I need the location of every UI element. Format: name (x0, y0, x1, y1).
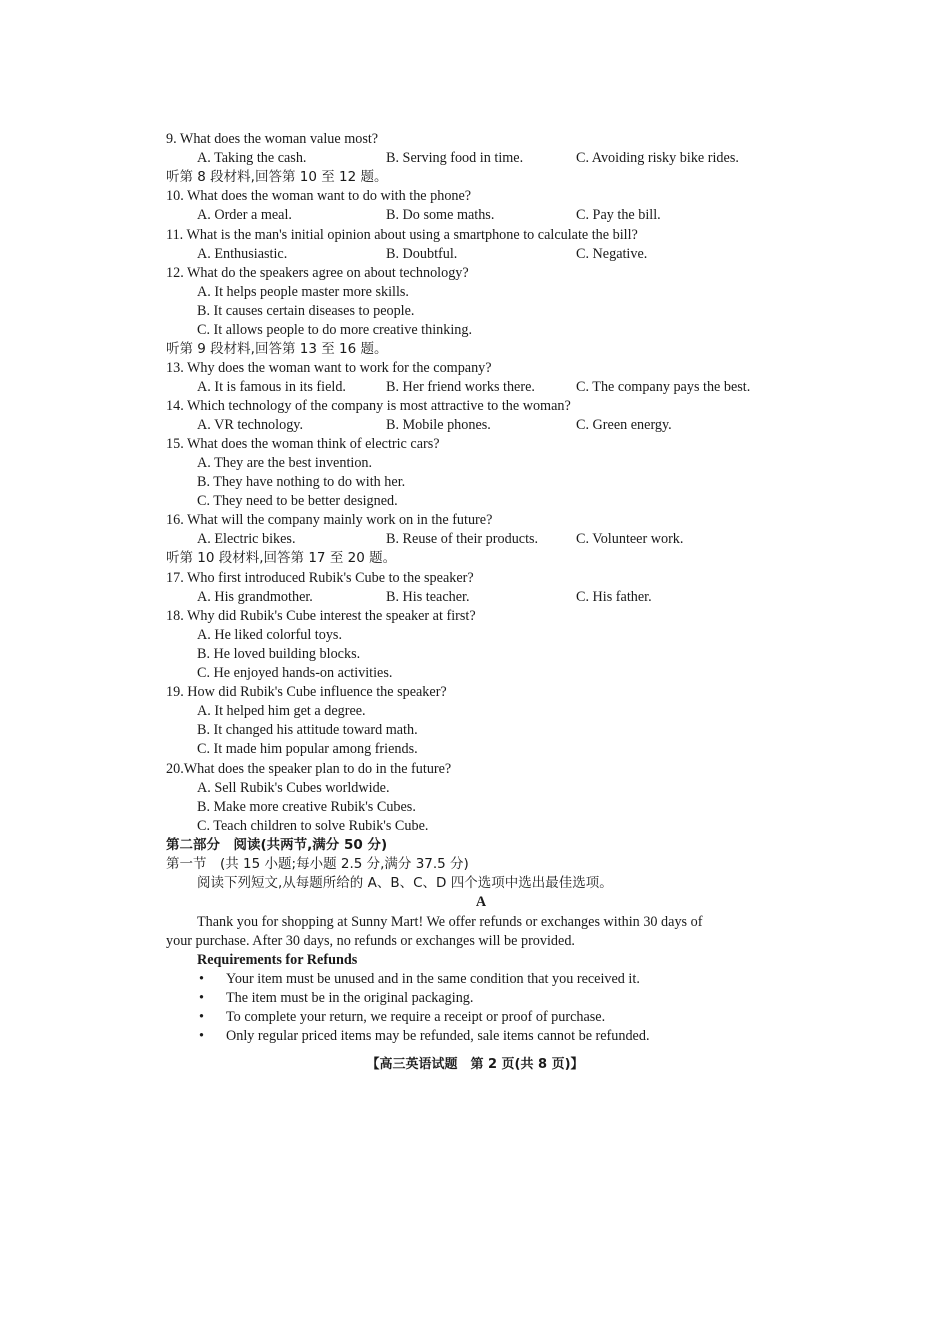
question-9-option-c: C. Avoiding risky bike rides. (576, 150, 739, 166)
section-9-instruction: 听第 9 段材料,回答第 13 至 16 题。 (166, 341, 388, 357)
question-13-option-a: A. It is famous in its field. (197, 379, 346, 395)
passage-intro-line-1: Thank you for shopping at Sunny Mart! We offer refunds or exchanges within 30 days of (197, 914, 703, 930)
requirement-item: The item must be in the original packaging. (226, 990, 474, 1006)
requirement-item: To complete your return, we require a receipt or proof of purchase. (226, 1009, 606, 1025)
question-14-option-c: C. Green energy. (576, 417, 672, 433)
requirement-item: Only regular priced items may be refunded, sale items cannot be refunded. (226, 1028, 650, 1044)
requirement-item: Your item must be unused and in the same condition that you received it. (226, 971, 640, 987)
question-9-option-b: B. Serving food in time. (386, 150, 524, 166)
question-12-option-b: B. It causes certain diseases to people. (197, 303, 415, 319)
question-11-option-c: C. Negative. (576, 246, 648, 262)
question-20-option-c: C. Teach children to solve Rubik's Cube. (197, 818, 429, 834)
question-20-option-b: B. Make more creative Rubik's Cubes. (197, 799, 416, 815)
question-12-option-a: A. It helps people master more skills. (197, 284, 409, 300)
question-10-option-b: B. Do some maths. (386, 207, 495, 223)
question-15-option-c: C. They need to be better designed. (197, 493, 398, 509)
question-20-stem: 20.What does the speaker plan to do in the future? (166, 761, 452, 777)
reading-part-title: 第二部分 阅读(共两节,满分 50 分) (166, 837, 388, 853)
question-10-option-c: C. Pay the bill. (576, 207, 661, 223)
question-12-option-c: C. It allows people to do more creative thinking. (197, 322, 473, 338)
question-16-stem: 16. What will the company mainly work on in the future? (166, 512, 493, 528)
bullet-icon: • (199, 990, 204, 1006)
question-18-option-a: A. He liked colorful toys. (197, 627, 342, 643)
question-13-option-b: B. Her friend works there. (386, 379, 535, 395)
question-19-stem: 19. How did Rubik's Cube influence the speaker? (166, 684, 447, 700)
question-18-option-c: C. He enjoyed hands-on activities. (197, 665, 393, 681)
question-17-option-a: A. His grandmother. (197, 589, 313, 605)
passage-intro-line-2: your purchase. After 30 days, no refunds or exchanges will be provided. (166, 933, 575, 949)
question-17-option-c: C. His father. (576, 589, 652, 605)
bullet-icon: • (199, 971, 204, 987)
question-13-option-c: C. The company pays the best. (576, 379, 751, 395)
question-15-option-b: B. They have nothing to do with her. (197, 474, 406, 490)
question-10-stem: 10. What does the woman want to do with the phone? (166, 188, 472, 204)
question-10-option-a: A. Order a meal. (197, 207, 292, 223)
question-14-option-a: A. VR technology. (197, 417, 304, 433)
question-9-option-a: A. Taking the cash. (197, 150, 307, 166)
question-11-stem: 11. What is the man's initial opinion about using a smartphone to calculate the bill? (166, 227, 638, 243)
requirements-heading: Requirements for Refunds (197, 952, 358, 968)
question-18-stem: 18. Why did Rubik's Cube interest the speaker at first? (166, 608, 476, 624)
question-11-option-a: A. Enthusiastic. (197, 246, 288, 262)
passage-label: A (475, 894, 487, 910)
question-16-option-a: A. Electric bikes. (197, 531, 296, 547)
question-14-stem: 14. Which technology of the company is most attractive to the woman? (166, 398, 571, 414)
question-15-option-a: A. They are the best invention. (197, 455, 373, 471)
question-19-option-a: A. It helped him get a degree. (197, 703, 366, 719)
question-20-option-a: A. Sell Rubik's Cubes worldwide. (197, 780, 390, 796)
question-9-stem: 9. What does the woman value most? (166, 131, 379, 147)
bullet-icon: • (199, 1009, 204, 1025)
reading-section-1-heading: 第一节 (共 15 小题;每小题 2.5 分,满分 37.5 分) (166, 856, 469, 872)
question-19-option-c: C. It made him popular among friends. (197, 741, 418, 757)
reading-instruction: 阅读下列短文,从每题所给的 A、B、C、D 四个选项中选出最佳选项。 (197, 875, 613, 891)
section-8-instruction: 听第 8 段材料,回答第 10 至 12 题。 (166, 169, 388, 185)
question-16-option-c: C. Volunteer work. (576, 531, 684, 547)
question-12-stem: 12. What do the speakers agree on about technology? (166, 265, 469, 281)
section-10-instruction: 听第 10 段材料,回答第 17 至 20 题。 (166, 550, 397, 566)
question-14-option-b: B. Mobile phones. (386, 417, 491, 433)
question-11-option-b: B. Doubtful. (386, 246, 458, 262)
question-17-option-b: B. His teacher. (386, 589, 470, 605)
question-17-stem: 17. Who first introduced Rubik's Cube to the speaker? (166, 570, 474, 586)
question-13-stem: 13. Why does the woman want to work for the company? (166, 360, 492, 376)
question-16-option-b: B. Reuse of their products. (386, 531, 539, 547)
page-footer: 【高三英语试题 第 2 页(共 8 页)】 (366, 1057, 584, 1072)
question-18-option-b: B. He loved building blocks. (197, 646, 361, 662)
question-19-option-b: B. It changed his attitude toward math. (197, 722, 418, 738)
bullet-icon: • (199, 1028, 204, 1044)
question-15-stem: 15. What does the woman think of electric cars? (166, 436, 440, 452)
